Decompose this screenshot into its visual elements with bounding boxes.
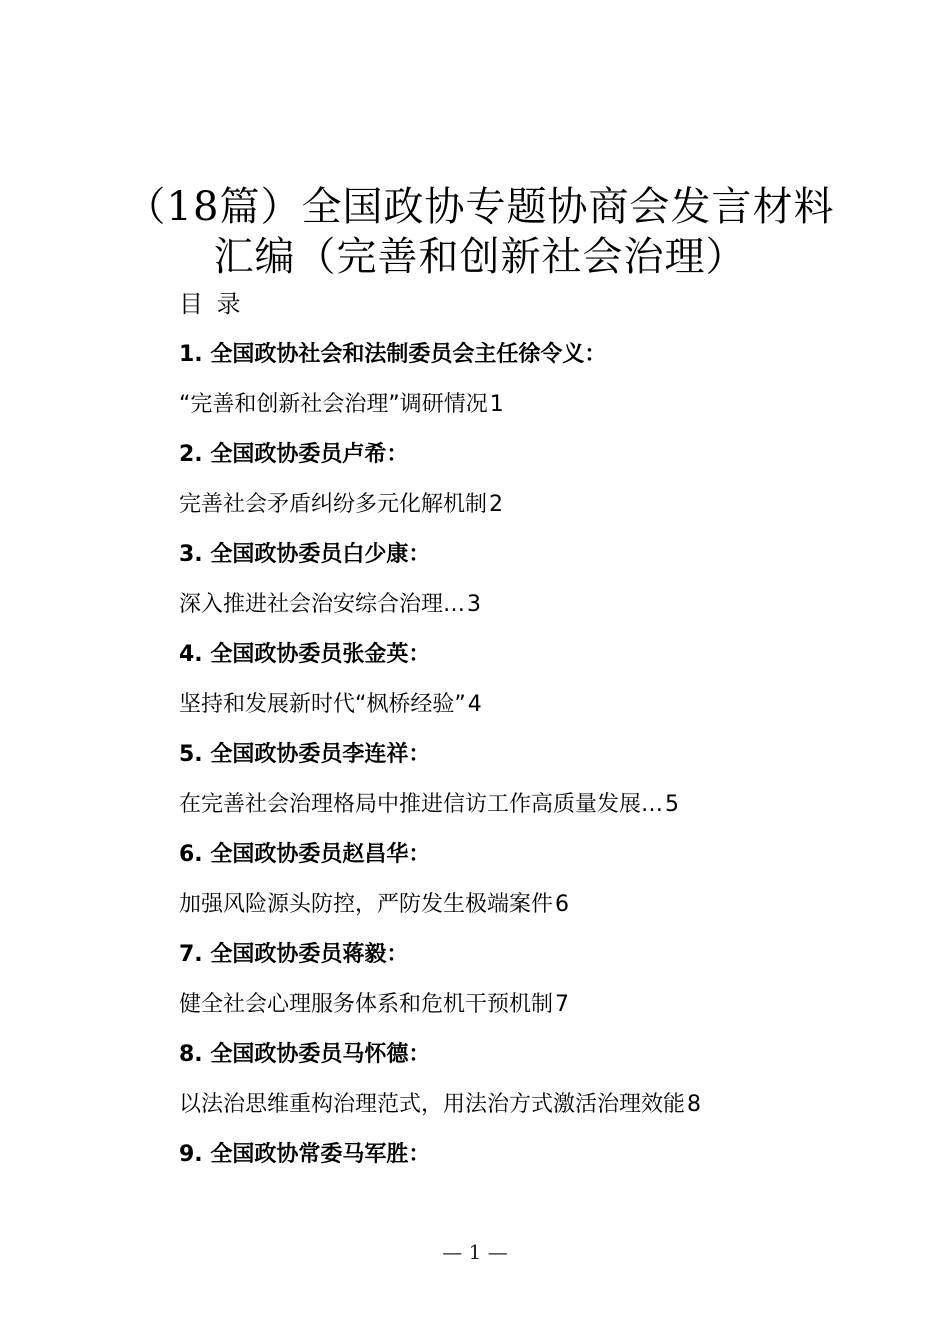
toc-speaker: 9. 全国政协常委马军胜： — [179, 1142, 431, 1167]
toc-page-number: 5 — [665, 792, 680, 817]
toc-entry[interactable] — [179, 1038, 879, 1138]
toc-topic-line — [179, 388, 879, 438]
toc-topic: 坚持和发展新时代“枫桥经验” — [179, 692, 466, 717]
toc-speaker: 5. 全国政协委员李连祥： — [179, 742, 431, 767]
toc-topic: 健全社会心理服务体系和危机干预机制 — [179, 992, 554, 1017]
toc-entry[interactable] — [179, 538, 879, 638]
toc-page-number: 4 — [467, 692, 482, 717]
toc-topic-line — [179, 788, 879, 838]
toc-entry[interactable] — [179, 938, 879, 1038]
toc-topic-line — [179, 688, 879, 738]
document-title-line-2: 汇编（完善和创新社会治理） — [213, 234, 747, 280]
toc-page-number: 2 — [489, 492, 504, 517]
toc-topic-line — [179, 488, 879, 538]
toc-entry[interactable] — [179, 738, 879, 838]
toc-speaker: 2. 全国政协委员卢希： — [179, 442, 409, 467]
toc-heading: 目 录 — [179, 290, 244, 318]
toc-topic: “完善和创新社会治理”调研情况 — [179, 392, 488, 417]
document-title-line-1: （18篇）全国政协专题协商会发言材料 — [125, 184, 835, 230]
page-number-footer: — 1 — — [442, 1240, 508, 1264]
toc-speaker: 6. 全国政协委员赵昌华： — [179, 842, 431, 867]
toc-topic-line — [179, 588, 879, 638]
toc-page-number: 8 — [687, 1092, 702, 1117]
toc-entry[interactable] — [179, 1138, 879, 1188]
table-of-contents — [179, 338, 879, 1188]
toc-page-number: 6 — [555, 892, 570, 917]
toc-topic-line — [179, 988, 879, 1038]
toc-page-number: 3 — [467, 592, 482, 617]
toc-topic: 以法治思维重构治理范式，用法治方式激活治理效能 — [179, 1092, 686, 1117]
toc-topic-line — [179, 1088, 879, 1138]
toc-speaker: 8. 全国政协委员马怀德： — [179, 1042, 431, 1067]
toc-entry[interactable] — [179, 838, 879, 938]
toc-entry[interactable] — [179, 638, 879, 738]
toc-page-number: 1 — [489, 392, 504, 417]
toc-topic: 深入推进社会治安综合治理… — [179, 592, 466, 617]
toc-topic-line — [179, 888, 879, 938]
toc-page-number: 7 — [555, 992, 570, 1017]
toc-topic: 完善社会矛盾纠纷多元化解机制 — [179, 492, 488, 517]
toc-speaker: 3. 全国政协委员白少康： — [179, 542, 431, 567]
toc-speaker: 4. 全国政协委员张金英： — [179, 642, 431, 667]
toc-topic: 在完善社会治理格局中推进信访工作高质量发展… — [179, 792, 664, 817]
toc-entry[interactable] — [179, 338, 879, 438]
toc-speaker: 1. 全国政协社会和法制委员会主任徐令义： — [179, 342, 607, 367]
toc-topic: 加强风险源头防控，严防发生极端案件 — [179, 892, 554, 917]
toc-speaker: 7. 全国政协委员蒋毅： — [179, 942, 409, 967]
toc-entry[interactable] — [179, 438, 879, 538]
